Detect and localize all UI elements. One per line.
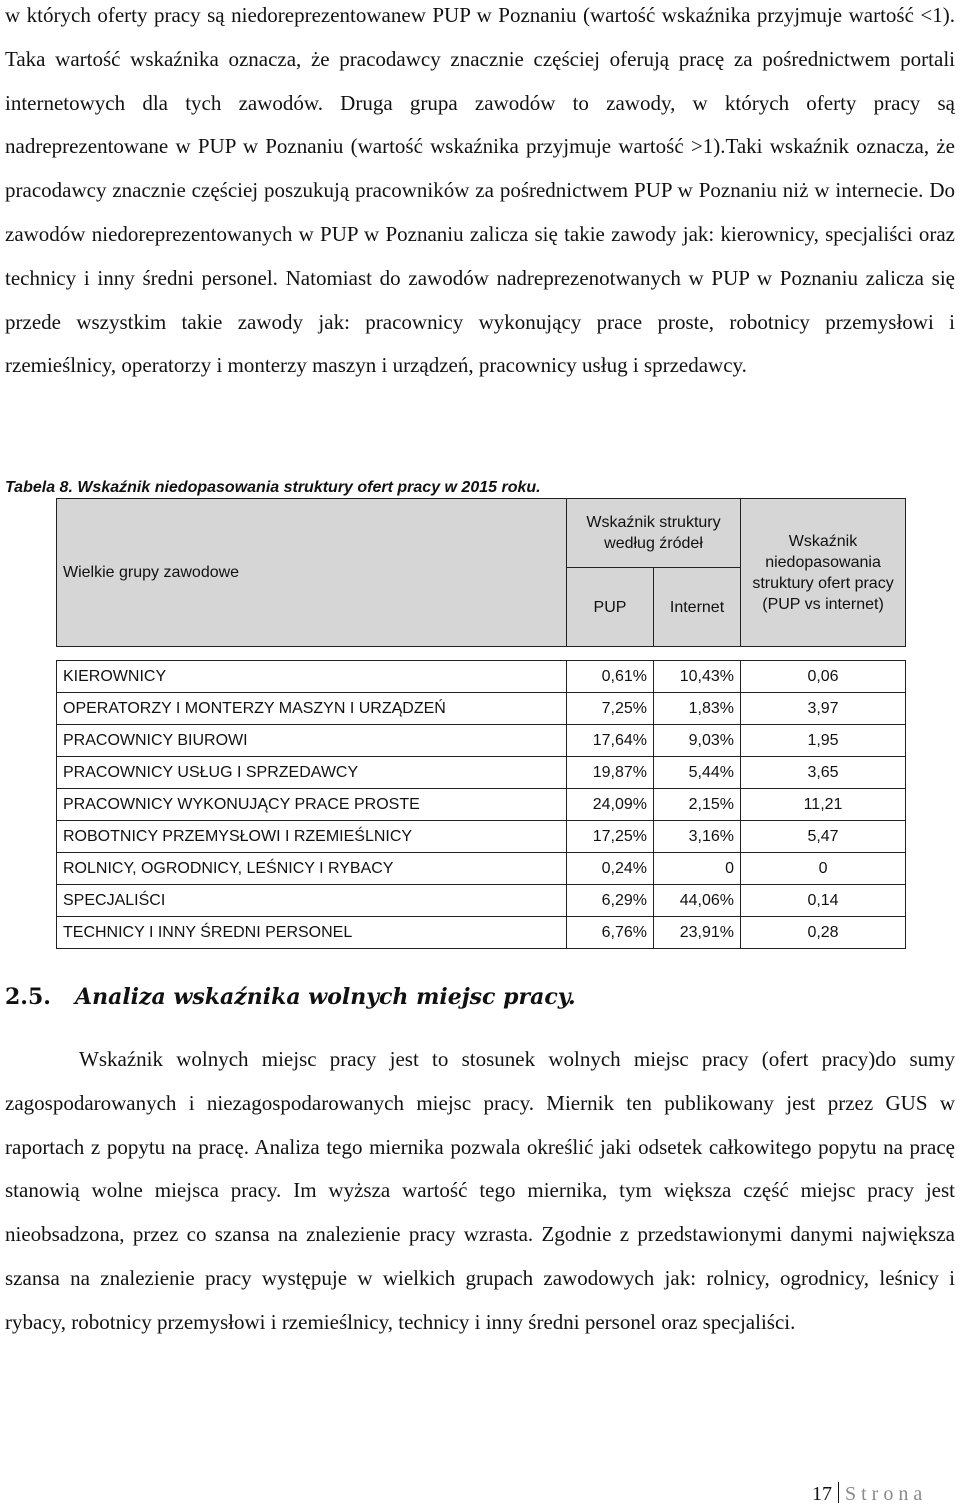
cell-internet: 44,06% [654, 885, 741, 917]
table-row [57, 757, 906, 789]
cell-mismatch: 1,95 [741, 725, 906, 757]
cell-pup: 6,29% [567, 885, 654, 917]
cell-internet: 0 [654, 853, 741, 885]
table-header-row [57, 499, 906, 568]
cell-group: KIEROWNICY [57, 661, 567, 693]
cell-group: SPECJALIŚCI [57, 885, 567, 917]
cell-internet: 10,43% [654, 661, 741, 693]
page-label: Strona [845, 1483, 928, 1505]
cell-pup: 24,09% [567, 789, 654, 821]
cell-pup: 17,64% [567, 725, 654, 757]
page-footer [812, 1480, 927, 1508]
cell-mismatch: 3,65 [741, 757, 906, 789]
table-row [57, 693, 906, 725]
cell-mismatch: 5,47 [741, 821, 906, 853]
mismatch-table [56, 498, 906, 949]
cell-pup: 17,25% [567, 821, 654, 853]
cell-internet: 2,15% [654, 789, 741, 821]
table-row [57, 917, 906, 949]
cell-group: PRACOWNICY WYKONUJĄCY PRACE PROSTE [57, 789, 567, 821]
cell-internet: 5,44% [654, 757, 741, 789]
intro-paragraph: w których oferty pracy są niedoreprezentowanew PUP w Poznaniu (wartość wskaźnika przyjmuje wartość <1). Taka wartość wskaźnika oznacza, że pracodawcy znacznie częściej oferują pracę za pośrednictwem portali internetowych dla tych zawodów. Druga grupa zawodów to zawody, w których oferty pracy są nadreprezentowane w PUP w Poznaniu (wartość wskaźnika przyjmuje wartość >1).Taki wskaźnik oznacza, że pracodawcy znacznie częściej poszukują pracowników za pośrednictwem PUP w Poznaniu niż w internecie. Do zawodów niedoreprezentowanych w PUP w Poznaniu zalicza się takie zawody jak: kierownicy, specjaliści oraz technicy i inny średni personel. Natomiast do zawodów nadreprezenotwanych w PUP w Poznaniu zalicza się przede wszystkim takie zawody jak: pracownicy wykonujący prace proste, robotnicy przemysłowi i rzemieślnicy, operatorzy i monterzy maszyn i urządzeń, pracownicy usług i sprzedawcy. [5, 3, 955, 378]
cell-group: PRACOWNICY BIUROWI [57, 725, 567, 757]
cell-mismatch: 0,28 [741, 917, 906, 949]
cell-group: TECHNICY I INNY ŚREDNI PERSONEL [57, 917, 567, 949]
table-row [57, 821, 906, 853]
cell-group: ROLNICY, OGRODNICY, LEŚNICY I RYBACY [57, 853, 567, 885]
page-number: 17 [812, 1483, 832, 1505]
cell-pup: 0,61% [567, 661, 654, 693]
cell-group: PRACOWNICY USŁUG I SPRZEDAWCY [57, 757, 567, 789]
cell-internet: 3,16% [654, 821, 741, 853]
cell-internet: 23,91% [654, 917, 741, 949]
cell-group: OPERATORZY I MONTERZY MASZYN I URZĄDZEŃ [57, 693, 567, 725]
table-spacer [57, 647, 906, 661]
table-row [57, 661, 906, 693]
cell-pup: 19,87% [567, 757, 654, 789]
cell-pup: 6,76% [567, 917, 654, 949]
header-structure: Wskaźnik struktury według źródeł [567, 499, 741, 568]
cell-internet: 9,03% [654, 725, 741, 757]
cell-mismatch: 0,06 [741, 661, 906, 693]
table-row [57, 885, 906, 917]
cell-group: ROBOTNICY PRZEMYSŁOWI I RZEMIEŚLNICY [57, 821, 567, 853]
section-title: Analiza wskaźnika wolnych miejsc pracy. [75, 984, 576, 1010]
body-paragraph: Wskaźnik wolnych miejsc pracy jest to stosunek wolnych miejsc pracy (ofert pracy)do sumy zagospodarowanych i niezagospodarowanych miejsc pracy. Miernik ten publikowany jest przez GUS w raportach z popytu na pracę. Analiza tego miernika pozwala określić jaki odsetek całkowitego popytu na pracę stanowią wolne miejsca pracy. Im wyższa wartość tego miernika, tym większa część miejsc pracy jest nieobsadzona, przez co szansa na znalezienie pracy wzrasta. Zgodnie z przedstawionymi danymi największa szansa na znalezienie pracy występuje w wielkich grupach zawodowych jak: rolnicy, ogrodnicy, leśnicy i rybacy, robotnicy przemysłowi i rzemieślnicy, technicy i inny średni personel oraz specjaliści. [5, 1047, 955, 1334]
table-row [57, 789, 906, 821]
section-number: 2.5. [5, 984, 51, 1010]
cell-mismatch: 0,14 [741, 885, 906, 917]
cell-internet: 1,83% [654, 693, 741, 725]
section-heading [5, 982, 576, 1012]
table-caption: Tabela 8. Wskaźnik niedopasowania struktury ofert pracy w 2015 roku. [5, 479, 541, 496]
cell-mismatch: 11,21 [741, 789, 906, 821]
footer-divider [838, 1482, 839, 1503]
cell-pup: 7,25% [567, 693, 654, 725]
cell-mismatch: 3,97 [741, 693, 906, 725]
header-mismatch: Wskaźnik niedopasowania struktury ofert pracy (PUP vs internet) [741, 499, 906, 647]
header-group: Wielkie grupy zawodowe [57, 499, 567, 647]
table-row [57, 725, 906, 757]
header-pup: PUP [567, 568, 654, 647]
table-row [57, 853, 906, 885]
header-internet: Internet [654, 568, 741, 647]
cell-mismatch: 0 [741, 853, 906, 885]
cell-pup: 0,24% [567, 853, 654, 885]
